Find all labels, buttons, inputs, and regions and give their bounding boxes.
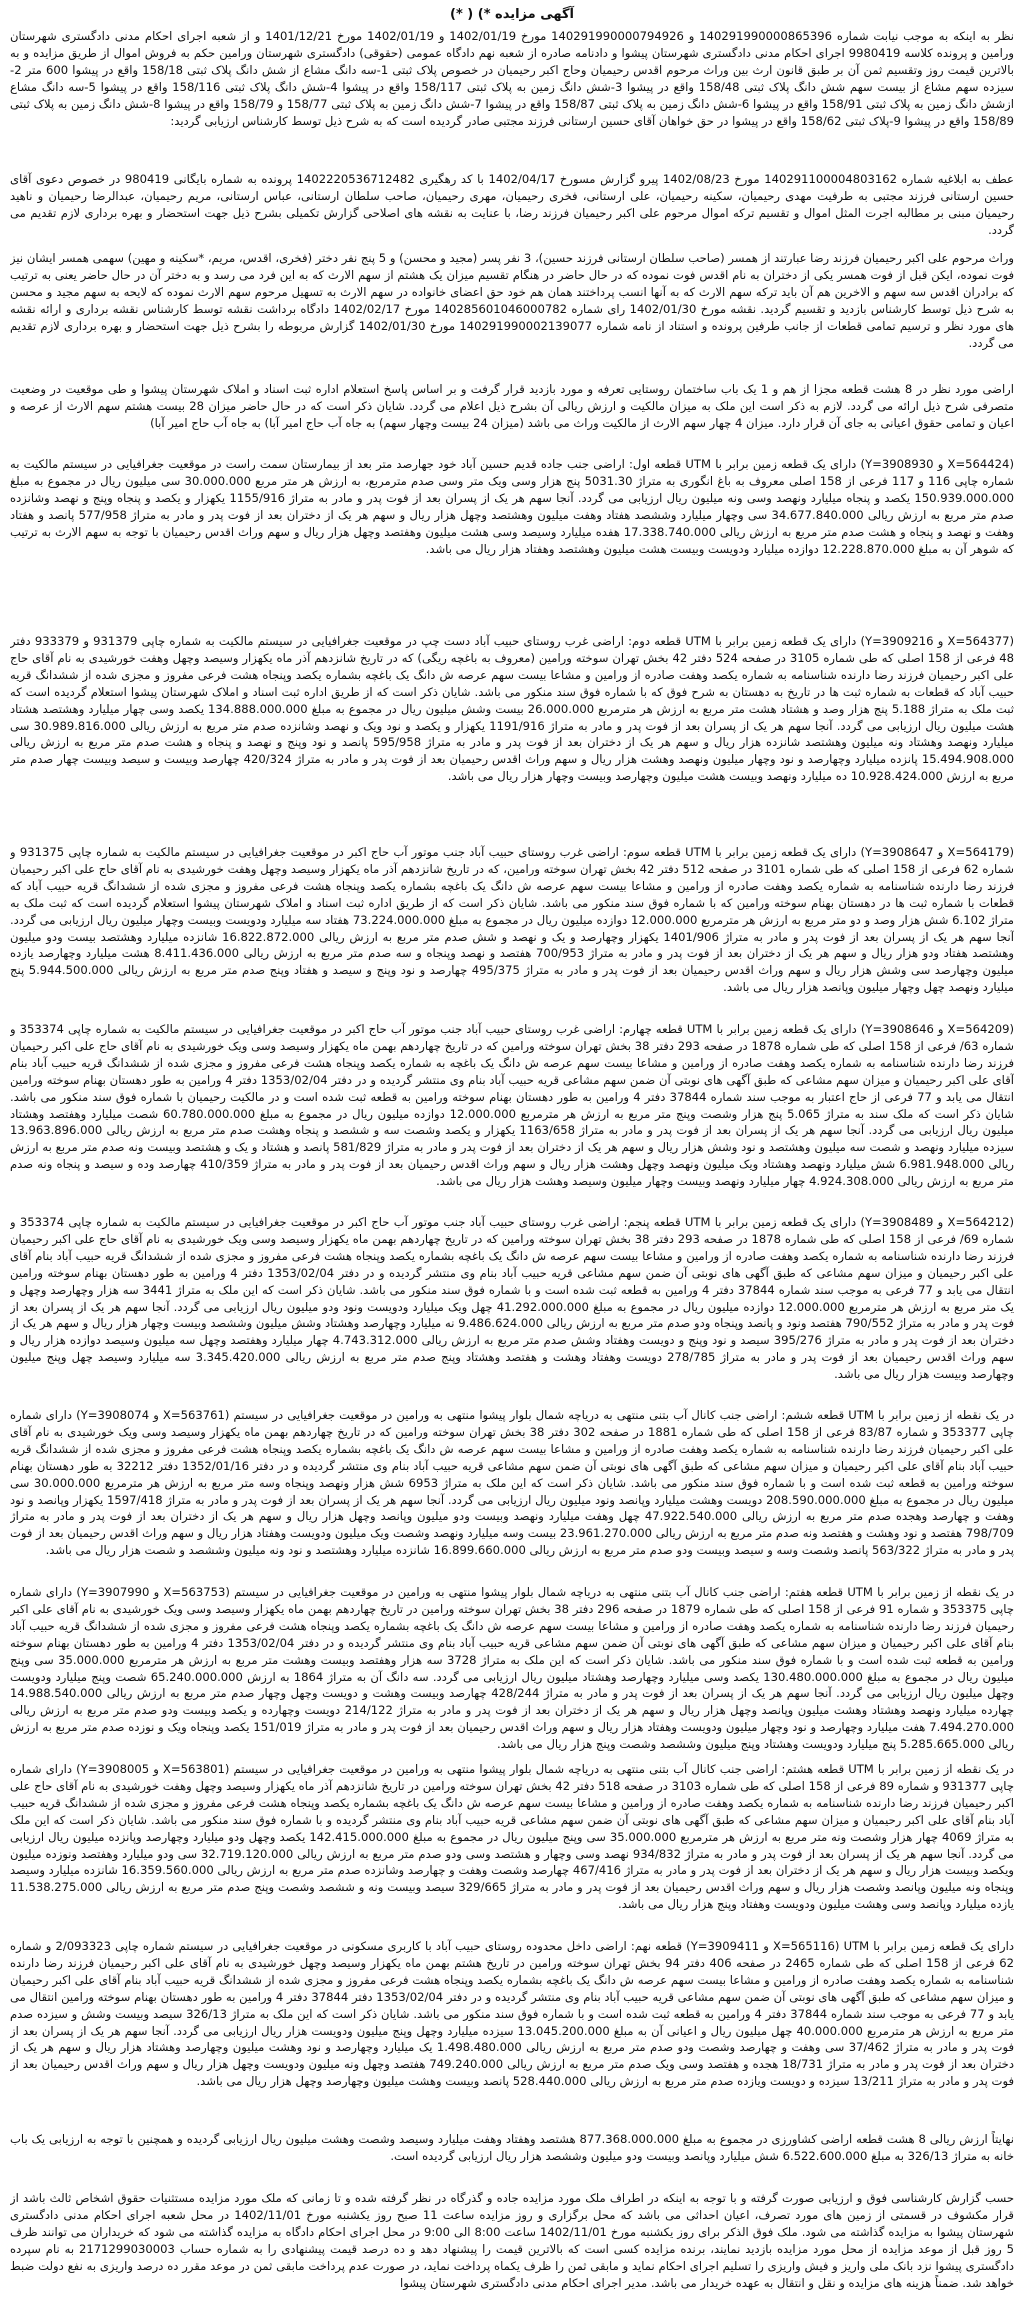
- paragraph-gap: [10, 1754, 1014, 1761]
- parcel-9-house: دارای یک قطعه زمین برابر با UTM (X=565116 و Y=3909411) قطعه نهم: اراضی داخل محدوده روستای حبیب آباد با کاربری مسکونی در موقعیت جغرافیایی در سیستم شماره چاپی 2/093323 و شماره 62 فرعی از 158 اصلی که طی شماره 2465 در صفحه 406 دفتر 94 بخش تهران سوخته ورامین در تاریخ هشتم بهمن ماه یکهزار وسیصد وچهل خورشیدی به نام آقای علی اکبر رحیمیان فرزند رضا دارنده شناسنامه به شماره یکصد وهفت صادره از ورامین و مشاعا بیست سهم عرصه ش دانگ یک باغچه بشماره یکصد وپنجاه هشت فرعی مفروز و مجزی شده از ششدانگ قریه حبیب آباد بنام آقای علی اکبر رحیمیان و میزان سهم مشاعی که طبق آگهی های نوبتی آن ضمن سهم مشاعی قریه حبیب آباد بنام وی منتشر گردیده و در دفتر 1353/02/04 دفتر 37844 دفتر 4 ورامین به طور دهستان بهنام سوخته ورامین انتقال می یابد و 77 فرعی به موجب سند شماره 37844 دفتر 4 ورامین به قطعه ثبت شده است و با شماره فوق سند منکور می باشد. شایان ذکر است که این ملک به متراژ 326/13 سیصد وبیست وشش و سیزده صدم متر مربع به ارزش هر مترمربع 40.000.000 چهل میلیون ریال و اعیانی آن به مبلغ 13.045.200.000 سیزده میلیارد وچهل وپنج میلیون ودویست هزار ریال ارزیابی می گردد. آنجا سهم هر یک از پسران بعد از فوت پدر و مادر به متراژ 37/462 سی وهفت و چهارصد وشصت ودو صدم متر مربع به ارزش ریالی 1.498.480.000 یک میلیارد وچهارصد و نود وهشت میلیون وچهارصد وهشتاد هزار ریال و سهم هر یک از دختران بعد از فوت پدر و مادر به متراژ 18/731 هجده و هفتصد وسی ویک صدم متر مربع به ارزش ریالی 749.240.000 هفتصد وچهل ونه میلیون ودویست وچهل هزار ریال و سهم وراث اقدس رحیمیان بعد از فوت پدر و مادر به متراژ 13/211 سیزده و دویست ویازده صدم متر مربع به ارزش ریالی 528.440.000 پانصد وبیست وهشت میلیون وچهارصد وچهل هزار ریال می باشد.: [10, 1939, 1014, 2089]
- expert-report-intro: عطف به ابلاغیه شماره 140291100004803162 مورخ 1402/08/23 پیرو گزارش مسورخ 1402/04/17 با کد رهگیری 1402220536712482 پرونده به شماره بایگانی 980419 در خصوص دعوی آقای حسین ارستانی فرزند مجتبی به طرفیت مهدی رحیمیان، سکینه رحیمیان، علی ارستانی، فخری رحیمیان، مهری رحیمیان، صاحب سلطان ارستانی، عباس ارستانی، مریم رحیمیان، عبدالرضا رحیمیان و ناهید رحیمیان مبنی بر مطالبه اجرت المثل اموال و تقسیم ترکه اموال مرحوم علی اکبر رحیمیان فرزند رضا، با عنایت به نقشه های اصلاحی گزارش تکمیلی بشرح ذیل جهت استحضار و بهره برداری لازم تقدیم می گردد.: [10, 172, 1014, 237]
- paragraph-gap: [10, 1577, 1014, 1584]
- paragraph-gap: [10, 1207, 1014, 1214]
- paragraph-gap: [10, 374, 1014, 381]
- paragraph-gap: [10, 626, 1014, 633]
- notice-intro: نظر به اینکه به موجب نیابت شماره 140291990000865396 و 140291990000794926 مورخ 1402/01/19 و 1402/01/19 مورخ 1401/12/21 و از شعبه اجرای احکام مدنی دادگستری شهرستان ورامین و پرونده کلاسه 9980419 اجرای احکام مدنی دادگستری شهرستان پیشوا و دادنامه صادره از شعبه نهم دادگاه عمومی (حقوقی) دادگستری شهرستان ورامین حکم به فروش اموال از طریق مزایده و به بالاترین قیمت روز وتقسیم ثمن آن بر طبق قانون ارث بین وراث مرحوم اقدس رحیمیان وحاج اکبر رحیمیان در خصوص پلاک ثبتی 1-سه دانگ مشاع از شش دانگ پلاک ثبتی 158/18 واقع در پیشوا 600 متر 2-سیزده سهم مشاع از بیست سهم شش دانگ پلاک ثبتی 158/48 واقع در پیشوا 3-شش دانگ زمین به پلاک ثبتی 158/117 واقع در پیشوا 4-شش دانگ پلاک ثبتی 158/116 واقع در پیشوا 5-سه دانگ مشاع ازشش دانگ زمین به پلاک ثبتی 158/91 واقع در پیشوا 6-شش دانگ زمین به پلاک ثبتی 158/87 واقع در پیشوا 7-شش دانگ زمین به پلاک ثبتی 158/77 و 158/79 واقع در پیشوا 8-شش دانگ زمین به پلاک ثبتی 158/89 واقع در پیشوا 9-پلاک ثبتی 158/62 واقع در پیشوا در حق خواهان آقای حسین ارستانی فرزند مجتبی صادر گردیده است که به شرح ذیل توسط کارشناس ارزیابی گردید:: [10, 29, 1014, 128]
- parcel-7: در یک نقطه از زمین برابر با UTM قطعه هفتم: اراضی جنب کانال آب بتنی منتهی به دریاچه شمال بلوار پیشوا منتهی به ورامین در موقعیت جغرافیایی در سیستم (X=563753 و Y=3907990) دارای شماره چاپی 353375 و شماره 91 فرعی از 158 اصلی که طی شماره 1879 در صفحه 296 دفتر 38 بخش تهران سوخته ورامین در تاریخ چهاردهم بهمن ماه یکهزار وسیصد وسی ویک خورشیدی به نام آقای علی اکبر رحیمیان فرزند رضا دارنده شناسنامه به شماره یکصد وهفت صادره از ورامین و مشاعا بیست سهم عرصه ش دانگ یک باغچه بشماره یکصد وپنجاه هشت فرعی مفروز و مجزی شده از ششدانگ قریه حبیب آباد بنام آقای علی اکبر رحیمیان و میزان سهم مشاعی که طبق آگهی های نوبتی آن ضمن سهم مشاعی قریه حبیب آباد بنام وی منتشر گردیده و در دفتر 1353/02/04 دفتر 4 ورامین به طور دهستان بهنام سوخته ورامین به قطعه ثبت شده است و با شماره فوق سند منکور می باشد. شایان ذکر است که این ملک به متراژ 3728 سه هزار وهفتصد وبیست وهشت متر مربع به ارزش هر مترمربع 35.000.000 سی وپنج میلیون ریال در مجموع به مبلغ 130.480.000.000 یکصد وسی میلیارد وچهارصد وهشتاد میلیون ریال ارزیابی می گردد. سه دانگ آن به متراژ 1864 به ارزش 65.240.000.000 شصت وپنج میلیارد ودویست وچهل میلیون ریال ارزیابی می گردد. آنجا سهم هر یک از پسران بعد از فوت پدر و مادر به متراژ 428/244 چهارصد وبیست وهشت و دویست وچهل وچهار صدم متر مربع به ارزش ریالی 14.988.540.000 چهارده میلیارد ونهصد وهشتاد وهشت میلیون وپانصد وچهل هزار ریال و سهم هر یک از دختران بعد از فوت پدر و مادر به متراژ 214/122 دویست وچهارده و یکصد وبیست ودو صدم متر مربع به ارزش ریالی 7.494.270.000 هفت میلیارد وچهارصد و نود وچهار میلیون ودویست وهفتاد هزار ریال و سهم وراث اقدس رحیمیان بعد از فوت پدر و مادر به متراژ 151/019 یکصد وپنجاه ویک و نوزده صدم متر مربع به ارزش ریالی 5.285.665.000 پنج میلیارد ودویست وهشتاد وپنج میلیون وششصد وشصت وپنج هزار ریال می باشد.: [10, 1585, 1014, 1752]
- paragraph-gap: [10, 837, 1014, 844]
- paragraph-gap: [10, 1400, 1014, 1407]
- notice-title: آگهی مزایده *) ( *): [450, 7, 574, 22]
- paragraph-gap: [10, 1014, 1014, 1021]
- paragraph-gap: [10, 2183, 1014, 2190]
- lands-overview: اراضی مورد نظر در 8 هشت قطعه مجزا از هم و 1 یک باب ساختمان روستایی تعرفه و مورد بازدید قرار گرفت و بر اساس پاسخ استعلام اداره ثبت اسناد و املاک شهرستان پیشوا و طی موقعیت در وضعیت متصرفی شرح ذیل ارائه می گردد. لازم به ذکر است این ملک به میزان مالکیت و ارزش ریالی آن بشرح ذیل اعلام می گردد. شایان ذکر است که در حال حاضر میزان 28 بیست هشتم سهم الارث از عرصه و اعیان و تمامی حقوق اعیانی به جای آن قرار دارد. میزان 4 چهار سهم الارث از مالکیت وراث می باشد (میزان 24 بیست وچهار سهم) به جاه آب حاج امیر آبا) به جاه آب حاج امیر آبا): [10, 382, 1014, 430]
- parcel-2: (X=564377 و Y=3909216) دارای یک قطعه زمین برابر با UTM قطعه دوم: اراضی غرب روستای حبیب آباد دست چپ در موقعیت جغرافیایی در سیستم مالکیت به شماره چاپی 931379 و 933379 دفتر 48 فرعی از 158 اصلی که طی شماره 3105 در صفحه 524 دفتر 42 بخش تهران سوخته ورامین (معروف به باغچه ریگی) که در تاریخ شانزدهم آذر ماه یکهزار وسیصد وچهل وهفت خورشیدی به نام آقای حاج علی اکبر رحیمیان فرزند رضا دارنده شناسنامه به شماره یکصد وهفت صادره از ورامین و مشاعا بیست سهم عرصه ش دانگ یک باغچه بشماره یکصد وپنجاه هشت فرعی مفروز و مجزی شده از ششدانگ قریه حبیب آباد که قطعات به شماره ثبت ها در تاریخ به دهستان به شرح فوق که با شماره فوق سند منکور می باشد. شایان ذکر است که از طریق اداره ثبت اسناد و املاک شهرستان پیشوا استعلام گردیده است که ثبت ملک به متراژ 5.188 پنج هزار وصد و هشتاد هشت متر مربع به ارزش هر مترمربع 26.000.000 بیست وشش میلیون ریال در مجموع به مبلغ 134.888.000.000 یکصد وسی چهار میلیارد وهشتصد هشتاد هشت میلیون ریال ارزیابی می گردد. آنجا سهم هر یک از پسران بعد از فوت پدر و مادر به متراژ 1191/916 یکهزار و یکصد و نود ویک و نهصد وشانزده صدم متر مربع به ارزش ریالی 30.989.816.000 سی میلیارد ونهصد وهشتاد ونه میلیون وهشتصد شانزده هزار ریال و سهم هر یک از دختران بعد از فوت پدر و مادر به متراژ 595/958 پانصد و نود وپنج و نهصد و پنجاه و هشت صدم متر مربع به ارزش ریالی 15.494.908.000 پانزده میلیارد وچهارصد و نود وچهار میلیون ونهصد وهشت هزار ریال و سهم وراث اقدس رحیمیان بعد از فوت پدر و مادر به متراژ 420/324 چهارصد وبیست و سیصد وبیست چهار صدم متر مربع به ارزش 10.928.424.000 ده میلیارد ونهصد وبیست هشت میلیون وچهارصد وبیست وچهار هزار ریال می باشد.: [10, 634, 1014, 784]
- parcel-6: در یک نقطه از زمین برابر با UTM قطعه ششم: اراضی جنب کانال آب بتنی منتهی به دریاچه شمال بلوار پیشوا منتهی به ورامین در موقعیت جغرافیایی در سیستم (X=563761 و Y=3908074) دارای شماره چاپی 353377 و شماره 83/87 فرعی از 158 اصلی که طی شماره 1881 در صفحه 302 دفتر 38 بخش تهران سوخته ورامین که در تاریخ چهاردهم بهمن ماه یکهزار وسیصد وسی ویک خورشیدی به نام آقای علی اکبر رحیمیان فرزند رضا دارنده شناسنامه به شماره یکصد وهفت صادره از ورامین و مشاعا بیست سهم عرصه ش دانگ یک باغچه بشماره یکصد وپنجاه هشت فرعی مفروز و مجزی شده از ششدانگ قریه حبیب آباد بنام آقای علی اکبر رحیمیان و میزان سهم مشاعی که طبق آگهی های نوبتی آن ضمن سهم مشاعی قریه حبیب آباد بنام وی منتشر گردیده و در دفتر 1352/01/16 دفتر 32212 به طور دهستان بهنام سوخته ورامین به قطعه ثبت شده است و با شماره فوق سند منکور می باشد. شایان ذکر است که این ملک به متراژ 6953 شش هزار ونهصد وپنجاه وسه متر مربع به ارزش هر مترمربع 30.000.000 سی میلیون ریال در مجموع به مبلغ 208.590.000.000 دویست وهشت میلیارد وپانصد ونود میلیون ریال ارزیابی می گردد. آنجا سهم هر یک از پسران بعد از فوت پدر و مادر به متراژ 1597/418 یکهزار وپانصد و نود وهفت و چهارصد وهجده صدم متر مربع به ارزش ریالی 47.922.540.000 چهل وهفت میلیارد ونهصد وبیست ودو میلیون وپانصد وچهل هزار ریال و سهم هر یک از دختران بعد از فوت پدر و مادر به متراژ 798/709 هفتصد و نود وهشت و هفتصد ونه صدم متر مربع به ارزش ریالی 23.961.270.000 بیست وسه میلیارد ونهصد وشصت ویک میلیون ودویست وهفتاد هزار ریال و سهم وراث اقدس رحیمیان بعد از فوت پدر و مادر به متراژ 563/322 پانصد وشصت وسه و سیصد وبیست ودو صدم متر مربع به ارزش ریالی 16.899.660.000 شانزده میلیارد وهشتصد و نود ونه میلیون وششصد و شصت هزار ریال می باشد.: [10, 1408, 1014, 1558]
- auction-terms: حسب گزارش کارشناسی فوق و ارزیابی صورت گرفته و با توجه به اینکه در اطراف ملک مورد مزایده جاده و گذرگاه در نظر گرفته شده و تا زمانی که ملک مورد مزایده مستثنیات حقوق اشخاص ثالث باشد از قرار مکشوف در قسمتی از زمین های مورد تصرف، اعیان احداثی می باشد که محل برگزاری و روز مزایده ساعت 11 صبح روز یکشنبه مورخ 1402/11/01 در محل شعبه اجرای احکام مدنی دادگستری شهرستان پیشوا به مزایده گذاشته می شود. ملک فوق الذکر برای روز یکشنبه مورخ 1402/11/01 ساعت 8:00 الی 9:00 در محل اجرای احکام دادگاه به مزایده گذاشته می شود که خریداران می توانند ظرف 5 روز قبل از موعد مزایده از محل مورد مزایده بازدید نمایند، برنده مزایده کسی است که بالاترین قیمت را پیشنهاد دهد و ده درصد قیمت پیشنهادی را به شماره حساب 2171299030003 به نام سپرده دادگستری پیشوا نزد بانک ملی واریز و فیش واریزی را تسلیم اجرای احکام نماید و مابقی ثمن را ظرف یکماه پرداخت نماید، در صورت عدم پرداخت مابقی ثمن در موعد مقرر ده درصد واریزی به نفع دولت ضبط خواهد شد. ضمناً هزینه های مزایده و نقل و انتقال به عهده خریدار می باشد. مدیر اجرای احکام مدنی دادگستری شهرستان پیشوا: [10, 2191, 1014, 2290]
- parcel-5: (X=564212 و Y=3908489) دارای یک قطعه زمین برابر با UTM قطعه پنجم: اراضی غرب روستای حبیب آباد جنب موتور آب حاج اکبر در موقعیت جغرافیایی در سیستم مالکیت به شماره چاپی 353374 و شماره 69/ فرعی از 158 اصلی که طی شماره 1878 در صفحه 293 دفتر 38 بخش تهران سوخته ورامین که در تاریخ چهاردهم بهمن ماه یکهزار وسیصد وسی ویک خورشیدی به نام آقای حاج علی اکبر رحیمیان فرزند رضا دارنده شناسنامه به شماره یکصد وهفت صادره از ورامین و مشاعا بیست سهم عرصه ش دانگ یک باغچه بشماره یکصد وپنجاه هشت فرعی مفروز و مجزی شده از ششدانگ قریه حبیب آباد بنام آقای علی اکبر رحیمیان و میزان سهم مشاعی که طبق آگهی های نوبتی آن ضمن سهم مشاعی قریه حبیب آباد بنام وی منتشر گردیده و در دفتر 1353/02/04 دفتر 4 ورامین به طور دهستان بهنام سوخته ورامین انتقال می یابد و 77 فرعی به موجب سند شماره 37844 دفتر 4 ورامین به قطعه ثبت شده است و با شماره فوق سند منکور می باشد. شایان ذکر است که این ملک به متراژ 3441 سه هزار وچهارصد وچهل و یک متر مربع به ارزش هر مترمربع 12.000.000 دوازده میلیون ریال در مجموع به مبلغ 41.292.000.000 چهل ویک میلیارد ودویست ونود ودو میلیون ریال ارزیابی می گردد. آنجا سهم هر یک از پسران بعد از فوت پدر و مادر به متراژ 790/552 هفتصد ونود و پانصد وپنجاه ودو صدم متر مربع به ارزش ریالی 9.486.624.000 نه میلیارد وچهارصد وهشتاد وشش میلیون وششصد وبیست وچهار هزار ریال و سهم هر یک از دختران بعد از فوت پدر و مادر به متراژ 395/276 سیصد و نود وپنج و دویست وهفتاد وشش صدم متر مربع به ارزش ریالی 4.743.312.000 چهار میلیارد وهفتصد وچهل سه میلیون وسیصد دوازده هزار ریال و سهم وراث اقدس رحیمیان بعد از فوت پدر و مادر به متراژ 278/785 دویست وهفتاد وهشت و هفتصد وهشتاد وپنج صدم متر مربع به ارزش ریالی 3.345.420.000 سه میلیارد وسیصد چهل وپنج میلیون وچهارصد وبیست هزار ریال می باشد.: [10, 1215, 1014, 1382]
- paragraph-gap: [10, 2124, 1014, 2131]
- paragraph-gap: [10, 1931, 1014, 1938]
- parcel-4: (X=564209 و Y=3908646) دارای یک قطعه زمین برابر با UTM قطعه چهارم: اراضی غرب روستای حبیب آباد جنب موتور آب حاج اکبر در موقعیت جغرافیایی در سیستم مالکیت به شماره چاپی 353374 و شماره 63/ فرعی از 158 اصلی که طی شماره 1878 در صفحه 293 دفتر 38 بخش تهران سوخته ورامین که در تاریخ چهاردهم بهمن ماه یکهزار وسیصد وسی ویک خورشیدی به نام آقای حاج علی اکبر رحیمیان فرزند رضا دارنده شناسنامه به شماره یکصد وهفت صادره از ورامین و مشاعا بیست سهم عرصه ش دانگ یک باغچه به شماره یکصد وپنجاه هشت فرعی مفروز و مجزی شده از ششدانگ قریه حبیب آباد بنام آقای علی اکبر رحیمیان و میزان سهم مشاعی که طبق آگهی های نوبتی آن ضمن سهم مشاعی قریه حبیب آباد بنام وی منتشر گردیده و در دفتر 1353/02/04 دفتر 4 ورامین به طور دهستان بهنام سوخته ورامین انتقال می یابد و 77 فرعی از حاج اعتبار به موجب سند شماره 37844 دفتر 4 ورامین به طور دهستان بهنام سوخته ورامین به قطعه ثبت شده است و در مالکیت رحیمیان با شماره فوق سند منکور می باشد. شایان ذکر است که ملک سند به متراژ 5.065 پنج هزار وشصت وپنج متر مربع به ارزش هر مترمربع 12.000.000 دوازده میلیون ریال در مجموع به مبلغ 60.780.000.000 شصت میلیارد وهفتصد وهشتاد میلیون ریال ارزیابی می گردد. آنجا سهم هر یک از پسران بعد از فوت پدر و مادر به متراژ 1163/658 یکهزار و یکصد وشصت سه و ششصد و پنجاه وهشت صدم متر مربع به ارزش ریالی 13.963.896.000 سیزده میلیارد ونهصد و شصت سه میلیون وهشتصد و نود وشش هزار ریال و سهم هر یک از دختران بعد از فوت پدر و مادر به متراژ 581/829 پانصد و هشتاد و یک و هشتصد وبیست ونه صدم متر مربع به ارزش ریالی 6.981.948.000 شش میلیارد ونهصد وهشتاد ویک میلیون ونهصد وچهل وهشت هزار ریال و سهم وراث اقدس رحیمیان بعد از فوت پدر و مادر به متراژ 410/359 چهارصد وده و سیصد و پنجاه ونه صدم متر مربع به ارزش ریالی 4.924.308.000 چهار میلیارد ونهصد وبیست وچهار میلیون وسیصد وهشت هزار ریال می باشد.: [10, 1022, 1014, 1189]
- heirs-paragraph: وراث مرحوم علی اکبر رحیمیان فرزند رضا عبارتند از همسر (صاحب سلطان ارستانی فرزند حسین)، 3 نفر پسر (مجید و محسن) و 5 پنج نفر دختر (فخری، اقدس، مریم، *سکینه و مهین) سهمی همسر ایشان نیز فوت نموده، ایکن قبل از فوت همسر یکی از دختران به نام اقدس فوت نموده که در حال حاضر در هنگام تقسیم میزان یک هشتم از سهم الارث که به این فرد می رسد و به دختر آن در حال حاضر یعنی به ترتیب که برادران اقدس سه سهم و الاخرین هم آن باید ترکه سهم الارث که به آنها انسب پرداختند همان هم خود حق اعضای خانواده در سهم الارث به تسهیل مرحوم سهم الارث نموده که لایحه به سهم مجید و محسن به شرح ذیل توسط کارشناس بازدید و تقسیم گردید. نقشه مورخ 1402/01/30 رای شماره 140285601046000782 مورخ 1402/02/17 دادگاه برداشت نقشه توسط کارشناس نقشه برداری و ارائه نقشه های مورد نظر و ترسیم تمامی قطعات از جانب طرفین پرونده و استناد از نامه شماره 140291990002139077 مورخ 1402/01/30 گزارش مربوطه را بشرح ذیل جهت استحضار و بهره برداری لازم تقدیم می گردد.: [10, 251, 1014, 350]
- paragraph-gap: [10, 449, 1014, 456]
- total-valuation: نهایتاً ارزش ریالی 8 هشت قطعه اراضی کشاورزی در مجموع به مبلغ 877.368.000.000 هشتصد وهفتاد وهفت میلیارد وسیصد وشصت وهشت میلیون ریال ارزیابی گردیده و همچنین با توجه به ارزیابی یک باب خانه به متراژ 326/13 به مبلغ 6.522.600.000 شش میلیارد وپانصد وبیست ودو میلیون وششصد هزار ریال ارزیابی گردیده است.: [10, 2132, 1014, 2163]
- parcel-8: در یک نقطه از زمین برابر با UTM قطعه هشتم: اراضی جنب کانال آب بتنی منتهی به دریاچه شمال بلوار پیشوا منتهی به ورامین در موقعیت جغرافیایی در سیستم (X=563801 و Y=3908005) دارای شماره چاپی 931377 و شماره 89 فرعی از 158 اصلی که طی شماره 3103 در صفحه 518 دفتر 42 بخش تهران سوخته ورامین در تاریخ شانزدهم آذر ماه یکهزار وسیصد وچهل وهفت خورشیدی به نام آقای حاج علی اکبر رحیمیان فرزند رضا دارنده شناسنامه به شماره یکصد وهفت صادره از ورامین و مشاعا بیست سهم عرصه ش دانگ یک باغچه بشماره یکصد وپنجاه هشت فرعی مفروز و مجزی شده از ششدانگ قریه حبیب آباد بنام آقای علی اکبر رحیمیان و میزان سهم مشاعی که طبق آگهی های نوبتی آن ضمن سهم مشاعی قریه حبیب آباد بنام وی منتشر گردیده و با شماره فوق سند منکور می باشد. شایان ذکر است که این ملک به متراژ 4069 چهار هزار وشصت ونه متر مربع به ارزش هر مترمربع 35.000.000 سی وپنج میلیون ریال در مجموع به مبلغ 142.415.000.000 یکصد وچهل ودو میلیارد وچهارصد وپانزده میلیون ریال ارزیابی می گردد. آنجا سهم هر یک از پسران بعد از فوت پدر و مادر به متراژ 934/832 نهصد وسی وچهار و هشتصد وسی ودو صدم متر مربع به ارزش ریالی 32.719.120.000 سی ودو میلیارد وهفتصد ونوزده میلیون ویکصد وبیست هزار ریال و سهم هر یک از دختران بعد از فوت پدر و مادر به متراژ 467/416 چهارصد وشصت وهفت و چهارصد وشانزده صدم متر مربع به ارزش ریالی 16.359.560.000 شانزده میلیارد وسیصد وپنجاه ونه میلیون وپانصد وشصت هزار ریال و سهم وراث اقدس رحیمیان بعد از فوت پدر و مادر به متراژ 329/665 سیصد وبیست ونه و ششصد وشصت وپنج صدم متر مربع به ارزش ریالی 11.538.275.000 یازده میلیارد وپانصد وسی وهشت میلیون ودویست وهفتاد وپنج هزار ریال می باشد.: [10, 1762, 1014, 1912]
- parcel-3: (X=564179 و Y=3908647) دارای یک قطعه زمین برابر با UTM قطعه سوم: اراضی غرب روستای حبیب آباد جنب موتور آب حاج اکبر در موقعیت جغرافیایی در سیستم مالکیت به شماره چاپی 931375 و شماره 62 فرعی از 158 اصلی که طی شماره 3101 در صفحه 512 دفتر 42 بخش تهران سوخته ورامین، که در تاریخ شانزدهم آذر ماه یکهزار وسیصد وچهل وهفت خورشیدی به نام آقای حاج علی اکبر رحیمیان فرزند رضا دارنده شناسنامه به شماره یکصد وهفت صادره از ورامین و مشاعا بیست سهم عرصه ش دانگ یک باغچه بشماره یکصد وپنجاه هشت فرعی مفروز و مجزی شده از ششدانگ قریه حبیب آباد که قطعات با شماره ثبت ها در دهستان بهنام سوخته ورامین که با شماره فوق سند منکور می باشد. شایان ذکر است که از طریق اداره ثبت اسناد و املاک شهرستان پیشوا استعلام گردیده است که ثبت ملک به متراژ 6.102 شش هزار وصد و دو متر مربع به ارزش هر مترمربع 12.000.000 دوازده میلیون ریال در مجموع به مبلغ 73.224.000.000 هفتاد سه میلیارد ودویست وبیست وچهار میلیون ریال ارزیابی می گردد. آنجا سهم هر یک از پسران بعد از فوت پدر و مادر به متراژ 1401/906 یکهزار وچهارصد و یک و نهصد و شش صدم متر مربع به ارزش ریالی 16.822.872.000 شانزده میلیارد وهشتصد بیست ودو میلیون وهشتصد هفتاد ودو هزار ریال و سهم هر یک از دختران بعد از فوت پدر و مادر به متراژ 700/953 هفتصد و نهصد وپنجاه و سه صدم متر مربع به ارزش ریالی 8.411.436.000 هشت میلیارد وچهارصد یازده میلیون وچهارصد سی وشش هزار ریال و سهم وراث اقدس رحیمیان بعد از فوت پدر و مادر به متراژ 495/375 چهارصد و نود وپنج و سیصد و هفتاد وپنج صدم متر مربع به ارزش ریالی 5.944.500.000 پنج میلیارد ونهصد چهل وچهار میلیون وپانصد هزار ریال می باشد.: [10, 845, 1014, 995]
- parcel-1: (X=564424 و Y=3908930) دارای یک قطعه زمین برابر با UTM قطعه اول: اراضی جنب جاده قدیم حسین آباد خود جهارصد متر بعد از بیمارستان سمت راست در موقعیت جغرافیایی در سیستم مالکیت به شماره چاپی 116 و 117 فرعی از 158 اصلی معروف به باغ انگوری به متراژ 5031.30 پنج هزار وسی ویک متر وسی صدم مترمربع، به ارزش هر متر مربع 30.000.000 سی میلیون ریال در مجموع به مبلغ 150.939.000.000 یکصد و پنجاه میلیارد ونهصد وسی ونه میلیون ریال ارزیابی می گردد. آنجا سهم هر یک از پسران بعد از فوت پدر و مادر به متراژ 1155/916 یکهزار و یکصد و پنجاه وپنج و نهصد وشانزده صدم متر مربع به ارزش ریالی 34.677.840.000 سی وچهار میلیارد وششصد هفتاد وهفت میلیون وهشتصد وچهل هزار ریال و سهم هر یک از دختران بعد از فوت پدر و مادر به متراژ 577/958 پانصد و هفتاد وهفت و نهصد و پنجاه و هشت صدم متر مربع به ارزش ریالی 17.338.740.000 هفده میلیارد وسیصد وسی هشت میلیون وهفتصد وچهل هزار ریال و سهم وراث اقدس رحیمیان با توجه به سهم الارث به ترتیب که شوهر آن به مبلغ 12.228.870.000 دوازده میلیارد ودویست وبیست هشت میلیون وهشتصد وهفتاد هزار ریال می باشد.: [10, 457, 1014, 556]
- paragraph-gap: [10, 164, 1014, 171]
- paragraph-gap: [10, 243, 1014, 250]
